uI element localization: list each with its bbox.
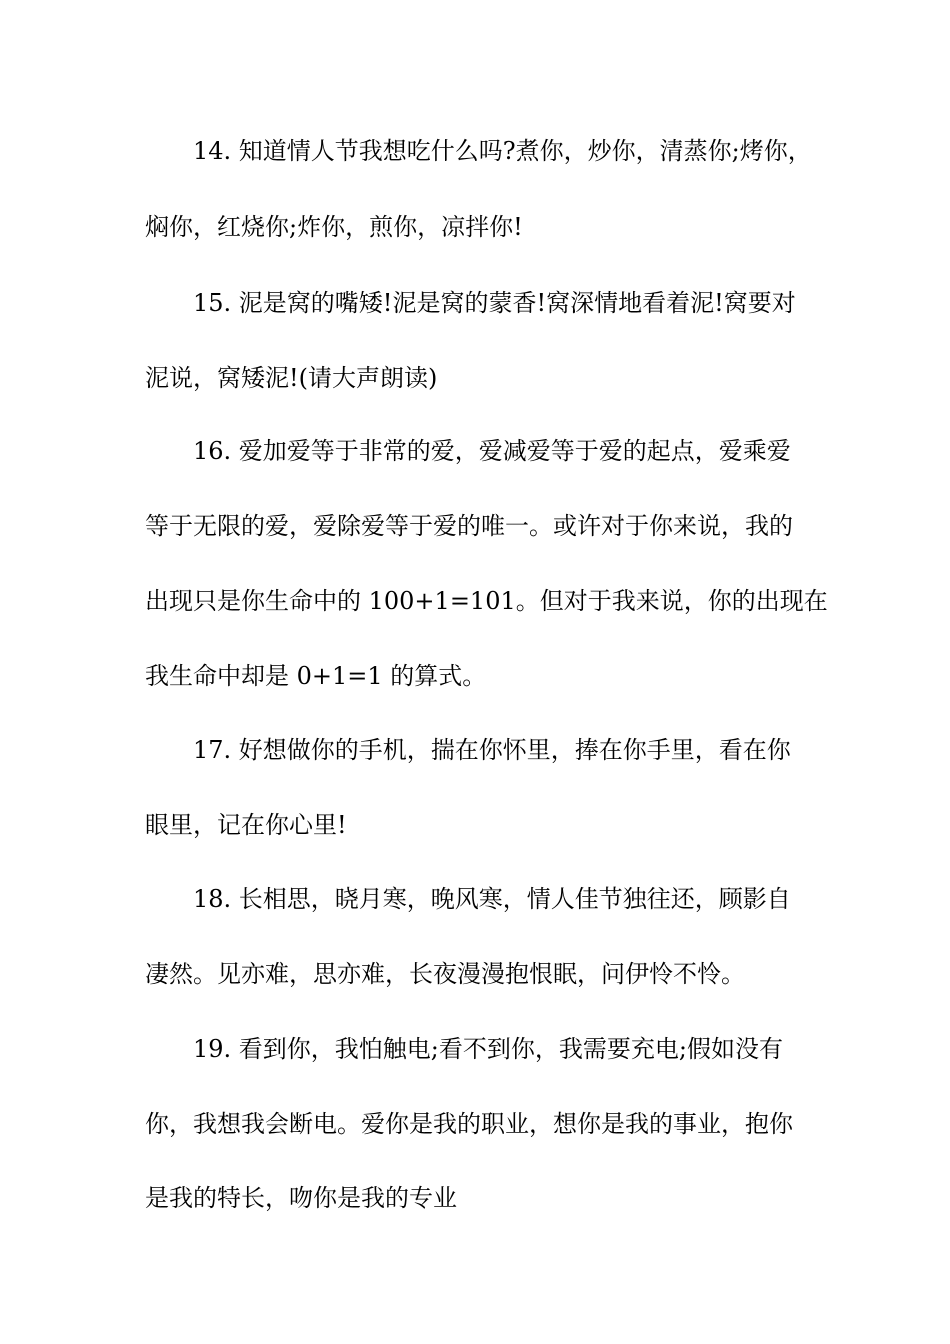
paragraph-14-line-2: 焖你，红烧你;炸你，煎你，凉拌你! [145, 213, 523, 241]
paragraph-19-line-1: 19. 看到你，我怕触电;看不到你，我需要充电;假如没有 [193, 1035, 783, 1063]
paragraph-16-line-1: 16. 爱加爱等于非常的爱，爱减爱等于爱的起点，爱乘爱 [193, 437, 791, 465]
paragraph-19-line-2: 你，我想我会断电。爱你是我的职业，想你是我的事业，抱你 [145, 1110, 793, 1138]
paragraph-18-line-1: 18. 长相思，晓月寒，晚风寒，情人佳节独往还，顾影自 [193, 885, 791, 913]
paragraph-16-line-3: 出现只是你生命中的 100+1=101。但对于我来说，你的出现在 [145, 587, 828, 615]
paragraph-19-line-3: 是我的特长，吻你是我的专业 [145, 1184, 457, 1212]
paragraph-18-line-2: 凄然。见亦难，思亦难，长夜漫漫抱恨眠，问伊怜不怜。 [145, 960, 745, 988]
paragraph-17-line-1: 17. 好想做你的手机，揣在你怀里，捧在你手里，看在你 [193, 736, 791, 764]
paragraph-15-line-2: 泥说，窝矮泥!(请大声朗读) [145, 364, 438, 392]
paragraph-16-line-4: 我生命中却是 0+1=1 的算式。 [145, 662, 487, 690]
paragraph-14-line-1: 14. 知道情人节我想吃什么吗?煮你，炒你，清蒸你;烤你， [193, 137, 812, 165]
paragraph-15-line-1: 15. 泥是窝的嘴矮!泥是窝的蒙香!窝深情地看着泥!窝要对 [193, 289, 796, 317]
paragraph-16-line-2: 等于无限的爱，爱除爱等于爱的唯一。或许对于你来说，我的 [145, 512, 793, 540]
paragraph-17-line-2: 眼里，记在你心里! [145, 811, 347, 839]
